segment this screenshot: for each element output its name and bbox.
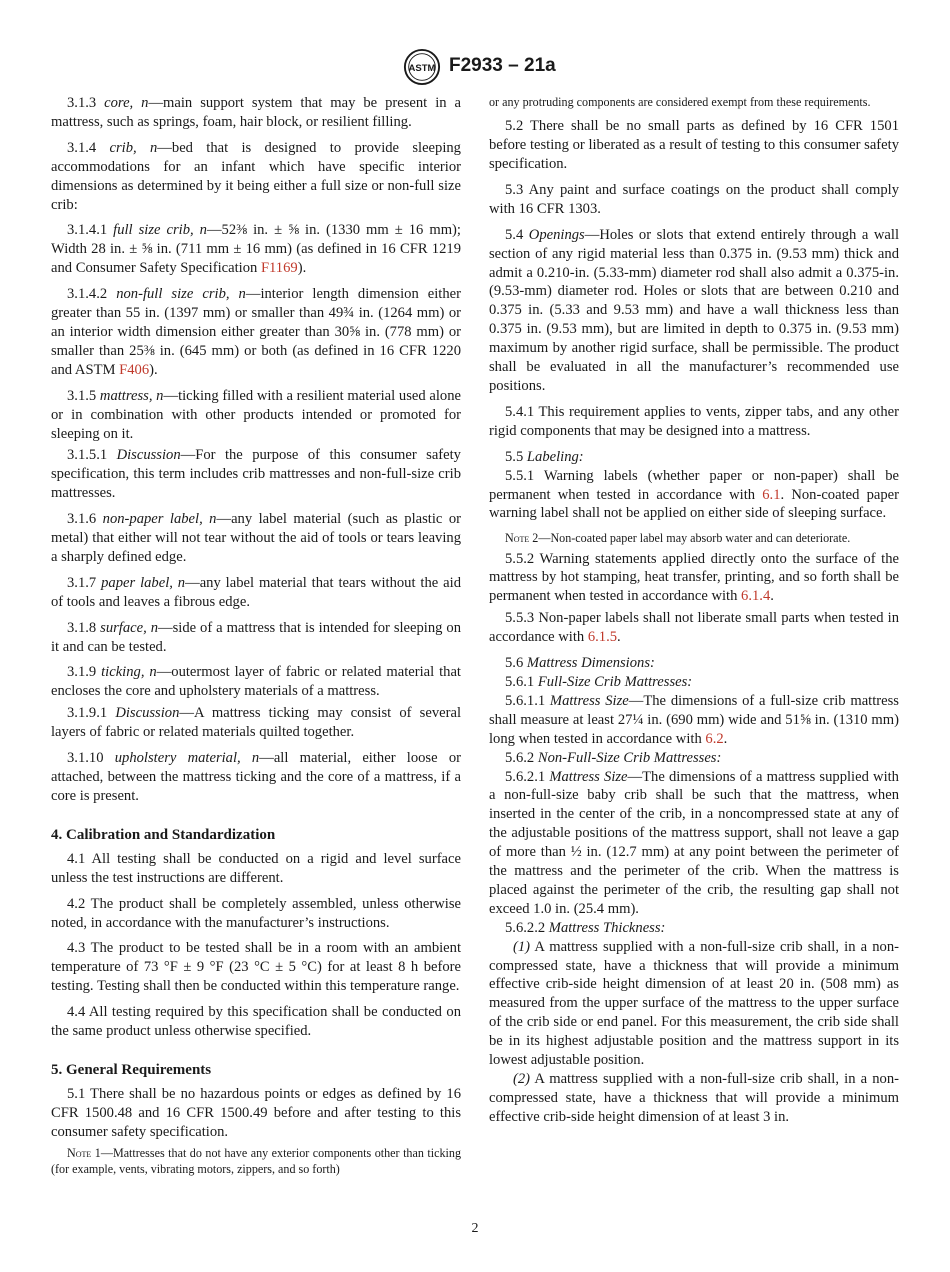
paragraph-4-4: 4.4 All testing required by this specification shall be conducted on the same product unless otherwise specified. (51, 1004, 461, 1040)
definition-3-1-6: 3.1.6 non-paper label, n—any label material (such as plastic or metal) that either will not tear without the aid of tools or tears leaving a sharply defined edge. (51, 511, 461, 565)
paragraph-5-1: 5.1 There shall be no hazardous points or edges as defined by 16 CFR 1500.48 and 16 CFR 1500.49 before and after testing to this consumer safety specification. (51, 1085, 461, 1140)
paragraph-5-5-2: 5.5.2 Warning statements applied directly onto the surface of the mattress by hot stamping, heat transfer, printing, and so forth shall be permanent when tested in accordance with 6.1.4. (489, 550, 899, 605)
paragraph-5-5: 5.5 Labeling: (505, 448, 584, 465)
ref-link-f1169[interactable]: F1169 (260, 260, 298, 277)
svg-text:ASTM: ASTM (408, 62, 436, 74)
paragraph-5-6-2-1: 5.6.2.1 Mattress Size—The dimensions of a mattress supplied with a non-full-size baby crib shall be such that the mattress, when inserted in the center of the crib, in a noncompressed state at any of the adjustable positions of the mattress support, shall not leave a gap of more than ½ in. (12.7 mm) at any point between the perimeter of the mattress and the perimeter of the crib. When the mattress is placed against the perimeter of the crib, the resulting gap shall not exceed 1.0 in. (25.4 mm). (489, 768, 899, 917)
definition-3-1-4-1: 3.1.4.1 full size crib, n—52⅜ in. ± ⅝ in. (1330 mm ± 16 mm); Width 28 in. ± ⅝ in. (711 mm ± 16 mm) (as defined in 16 CFR 1219 and Consumer Safety Specification F1169). (51, 222, 461, 277)
list-item-1: (1) A mattress supplied with a non-full-size crib shall, in a non-compressed state, have a thickness that will provide a minimum effective crib-side height dimension of at least 20 in. (508 mm) as measured from the upper surface of the mattress to the upper surface of the crib side or end panel. For this measurement, the crib side shall be in its highest adjustable position and the mattress support in its lowest adjustable position. (489, 938, 899, 1069)
ref-link-6-1-4[interactable]: 6.1.4 (741, 588, 771, 605)
note-1-continued: or any protruding components are considered exempt from these requirements. (489, 95, 871, 109)
ref-link-6-1[interactable]: 6.1 (762, 486, 781, 503)
ref-link-f406[interactable]: F406 (119, 361, 150, 378)
page-header (0, 48, 950, 88)
note-2: Note 2—Non-coated paper label may absorb water and can deteriorate. (505, 531, 851, 546)
paragraph-5-6: 5.6 Mattress Dimensions: (505, 655, 655, 672)
paragraph-5-4-1: 5.4.1 This requirement applies to vents, zipper tabs, and any other rigid components that may be designed into a mattress. (489, 403, 899, 439)
right-column (489, 94, 899, 1127)
paragraph-5-5-1: 5.5.1 Warning labels (whether paper or non-paper) shall be permanent when tested in accordance with 6.1. Non-coated paper warning label shall not be applied on either side of sleeping surface. (489, 467, 899, 522)
paragraph-5-6-1: 5.6.1 Full-Size Crib Mattresses: (505, 673, 693, 690)
paragraph-5-6-2-2: 5.6.2.2 Mattress Thickness: (505, 919, 666, 936)
paragraph-4-3: 4.3 The product to be tested shall be in a room with an ambient temperature of 73 °F ± 9 °F (23 °C ± 5 °C) for at least 8 h before testing. Testing shall then be conducted within this temperature range. (51, 940, 461, 995)
discussion-3-1-5-1: 3.1.5.1 Discussion—For the purpose of this consumer safety specification, this term includes crib mattresses and non-full-size crib mattresses. (51, 447, 461, 502)
astm-logo-icon (403, 48, 441, 86)
discussion-3-1-9-1: 3.1.9.1 Discussion—A mattress ticking may consist of several layers of fabric or related materials quilted together. (51, 705, 461, 741)
paragraph-4-1: 4.1 All testing shall be conducted on a rigid and level surface unless the test instructions are different. (51, 850, 461, 886)
paragraph-5-2: 5.2 There shall be no small parts as defined by 16 CFR 1501 before testing or liberated as a result of testing to this consumer safety specification. (489, 118, 899, 173)
ref-link-6-2[interactable]: 6.2 (705, 730, 724, 747)
paragraph-5-6-2: 5.6.2 Non-Full-Size Crib Mattresses: (505, 749, 722, 766)
section-heading-5: 5. General Requirements (51, 1061, 212, 1078)
definition-3-1-4: 3.1.4 crib, n—bed that is designed to provide sleeping accommodations for an infant which have specific interior dimensions as determined by it being either a full size or non-full size crib: (51, 139, 461, 213)
left-column (51, 94, 461, 1177)
ref-link-6-1-5[interactable]: 6.1.5 (587, 629, 618, 646)
definition-3-1-8: 3.1.8 surface, n—side of a mattress that is intended for sleeping on it and can be tested. (51, 619, 461, 655)
paragraph-4-2: 4.2 The product shall be completely assembled, unless otherwise noted, in accordance with the manufacturer’s instructions. (51, 895, 461, 931)
note-1: Note 1—Mattresses that do not have any exterior components other than ticking (for example, vents, vibrating motors, zippers, and so forth) (51, 1145, 461, 1176)
definition-3-1-9: 3.1.9 ticking, n—outermost layer of fabric or related material that encloses the core and upholstery materials of a mattress. (51, 664, 461, 700)
document-id: F2933 – 21a (449, 55, 556, 76)
paragraph-5-4: 5.4 Openings—Holes or slots that extend entirely through a wall section of any rigid material less than 0.375 in. (9.53 mm) thick and admit a 0.210-in. (5.33-mm) diameter rod shall also admit a 0.375-in. (9.53-mm) diameter rod. Holes or slots that are between 0.210 and 0.375 in. (5.33 and 9.53 mm) and have a wall thickness less than 0.375 in. (9.53 mm), but are limited in depth to 0.375 in. (9.53 mm) maximum by another rigid surface, shall be permissible. The product shall be evaluated in all the manufacturer’s recommended use positions. (489, 226, 899, 394)
section-heading-4: 4. Calibration and Standardization (51, 826, 276, 843)
paragraph-5-6-1-1: 5.6.1.1 Mattress Size—The dimensions of a full-size crib mattress shall measure at least 27¼ in. (690 mm) wide and 51⅝ in. (1310 mm) long when tested in accordance with 6.2. (489, 692, 899, 747)
definition-3-1-10: 3.1.10 upholstery material, n—all material, either loose or attached, between the mattress ticking and the core of a mattress, if a core is present. (51, 750, 461, 804)
paragraph-5-5-3: 5.5.3 Non-paper labels shall not liberate small parts when tested in accordance with 6.1.5. (489, 610, 899, 646)
list-item-2: (2) A mattress supplied with a non-full-size crib shall, in a non-compressed state, have a thickness that will provide a minimum effective crib-side height dimension of at least 3 in. (489, 1071, 899, 1125)
definition-3-1-4-2: 3.1.4.2 non-full size crib, n—interior length dimension either greater than 55 in. (1397 mm) or smaller than 49¾ in. (1264 mm) or an interior width dimension either greater than 30⅝ in. (778 mm) or smaller than 25⅜ in. (645 mm) or both (as defined in 16 CFR 1220 and ASTM F406). (51, 286, 461, 378)
definition-3-1-7: 3.1.7 paper label, n—any label material that tears without the aid of tools and leaves a fibrous edge. (51, 574, 461, 610)
page-number: 2 (471, 1221, 479, 1236)
definition-3-1-3: 3.1.3 core, n—main support system that may be present in a mattress, such as springs, foam, hair block, or resilient filling. (51, 95, 461, 130)
definition-3-1-5: 3.1.5 mattress, n—ticking filled with a resilient material used alone or in combination with other products intended or promoted for sleeping on it. (51, 387, 461, 442)
paragraph-5-3: 5.3 Any paint and surface coatings on the product shall comply with 16 CFR 1303. (489, 181, 899, 217)
